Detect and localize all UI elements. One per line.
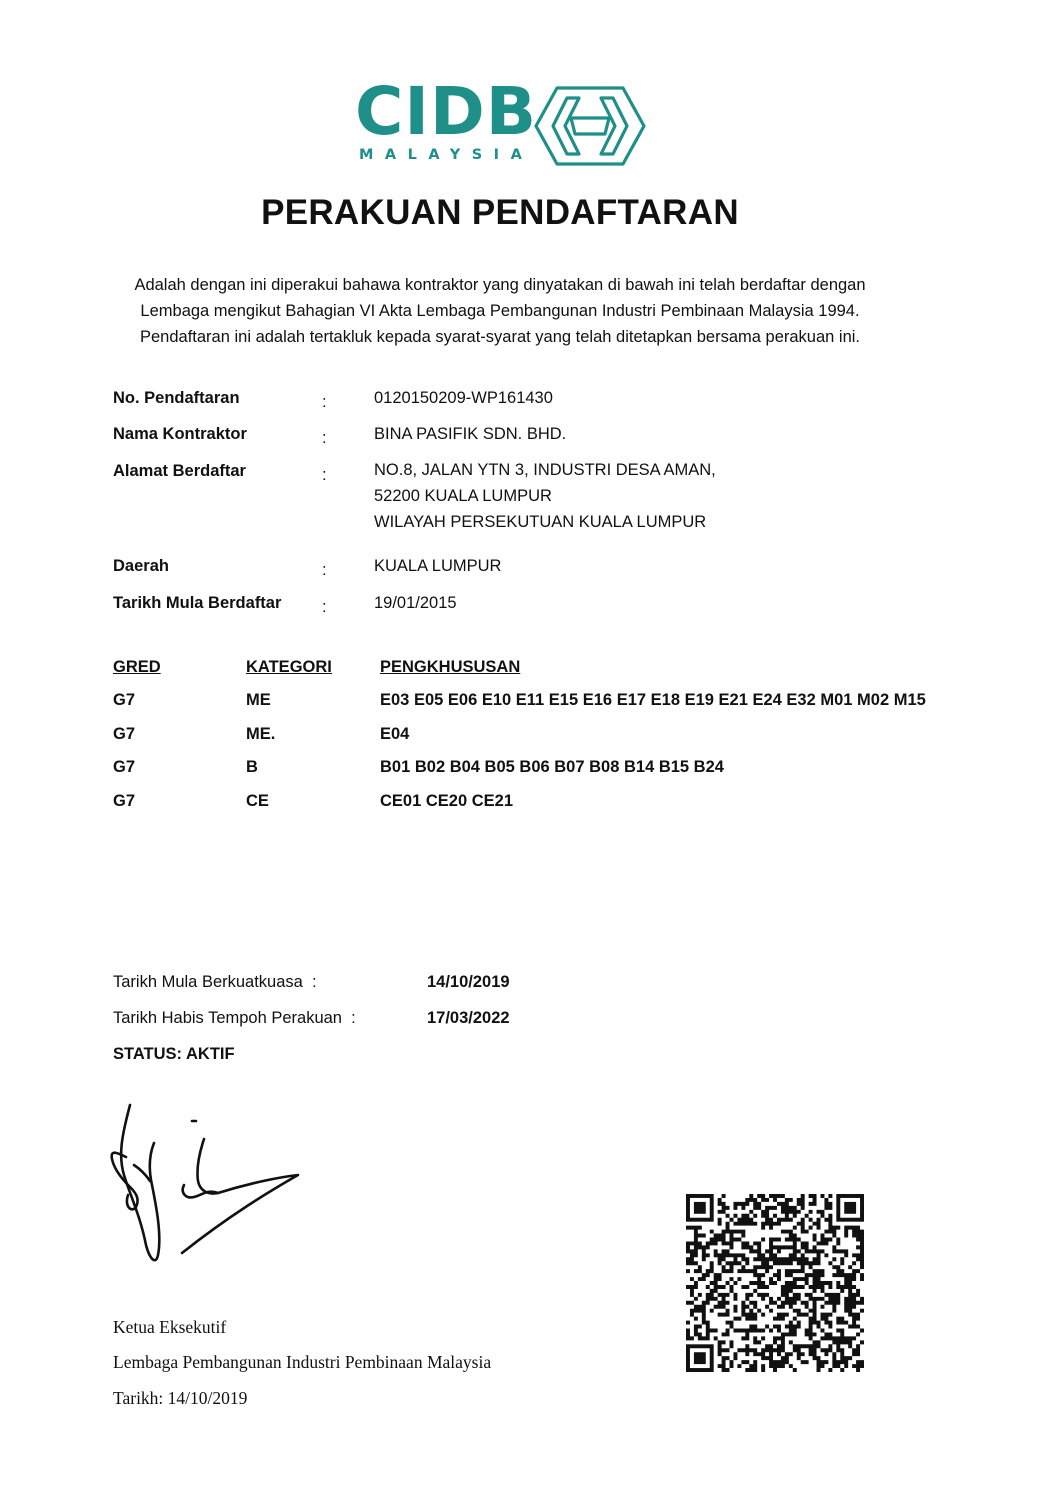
signatory-date: Tarikh: 14/10/2019: [113, 1388, 248, 1408]
intro-line: Lembaga mengikut Bahagian VI Akta Lembaga Pembangunan Industri Pembinaan Malaysia 1994.: [140, 302, 860, 320]
logo-subtitle: MALAYSIA: [359, 147, 534, 163]
status-text: STATUS: AKTIF: [113, 1045, 235, 1063]
grade-cell-gred: G7: [113, 792, 136, 810]
reg-no-value: 0120150209-WP161430: [374, 389, 553, 407]
district-value: KUALA LUMPUR: [374, 557, 502, 575]
reg-no-label: No. Pendaftaran: [113, 389, 240, 407]
cidb-logo: [355, 73, 655, 172]
grade-header-gred: GRED: [113, 658, 161, 676]
expiry-date-value: 17/03/2022: [427, 1009, 510, 1027]
grade-cell-pengkhususan: CE01 CE20 CE21: [380, 792, 513, 810]
colon: :: [322, 429, 327, 447]
grade-cell-kategori: CE: [246, 792, 269, 810]
colon: :: [322, 598, 327, 616]
address-value: [374, 457, 716, 535]
signatory-position: Ketua Eksekutif: [113, 1317, 227, 1337]
cidb-hexagon-icon: [533, 84, 647, 168]
grade-cell-gred: G7: [113, 691, 136, 709]
grade-header-pengkhususan: PENGKHUSUSAN: [380, 658, 521, 676]
address-line: NO.8, JALAN YTN 3, INDUSTRI DESA AMAN,: [374, 461, 716, 479]
grade-cell-pengkhususan: B01 B02 B04 B05 B06 B07 B08 B14 B15 B24: [380, 758, 724, 776]
expiry-date-label: Tarikh Habis Tempoh Perakuan :: [113, 1009, 356, 1027]
colon: :: [322, 466, 327, 484]
address-line: WILAYAH PERSEKUTUAN KUALA LUMPUR: [374, 513, 707, 531]
document-title: PERAKUAN PENDAFTARAN: [261, 193, 739, 232]
intro-line: Adalah dengan ini diperakui bahawa kontraktor yang dinyatakan di bawah ini telah berdaftar dengan: [134, 276, 866, 294]
logo-wordmark: CIDB: [355, 73, 538, 150]
grade-header-kategori: KATEGORI: [246, 658, 332, 676]
qr-code-icon: [686, 1194, 864, 1372]
intro-paragraph: [80, 272, 920, 350]
address-label: Alamat Berdaftar: [113, 462, 246, 480]
grade-cell-kategori: ME: [246, 691, 271, 709]
grade-cell-gred: G7: [113, 725, 136, 743]
grade-cell-gred: G7: [113, 758, 136, 776]
signatory-organisation: Lembaga Pembangunan Industri Pembinaan Malaysia: [113, 1352, 492, 1372]
district-label: Daerah: [113, 557, 169, 575]
start-date-label: Tarikh Mula Berdaftar: [113, 594, 282, 612]
effective-date-value: 14/10/2019: [427, 973, 510, 991]
colon: :: [322, 393, 327, 411]
name-value: BINA PASIFIK SDN. BHD.: [374, 425, 567, 443]
effective-date-label: Tarikh Mula Berkuatkuasa :: [113, 973, 317, 991]
name-label: Nama Kontraktor: [113, 425, 247, 443]
start-date-value: 19/01/2015: [374, 594, 457, 612]
address-line: 52200 KUALA LUMPUR: [374, 487, 552, 505]
intro-line: Pendaftaran ini adalah tertakluk kepada syarat-syarat yang telah ditetapkan bersama perakuan ini.: [139, 328, 861, 346]
grade-cell-pengkhususan: E03 E05 E06 E10 E11 E15 E16 E17 E18 E19 E21 E24 E32 M01 M02 M15: [380, 691, 926, 709]
grade-cell-pengkhususan: E04: [380, 725, 410, 743]
signature-icon: [100, 1095, 310, 1270]
colon: :: [322, 561, 327, 579]
grade-cell-kategori: B: [246, 758, 258, 776]
grade-cell-kategori: ME.: [246, 725, 276, 743]
